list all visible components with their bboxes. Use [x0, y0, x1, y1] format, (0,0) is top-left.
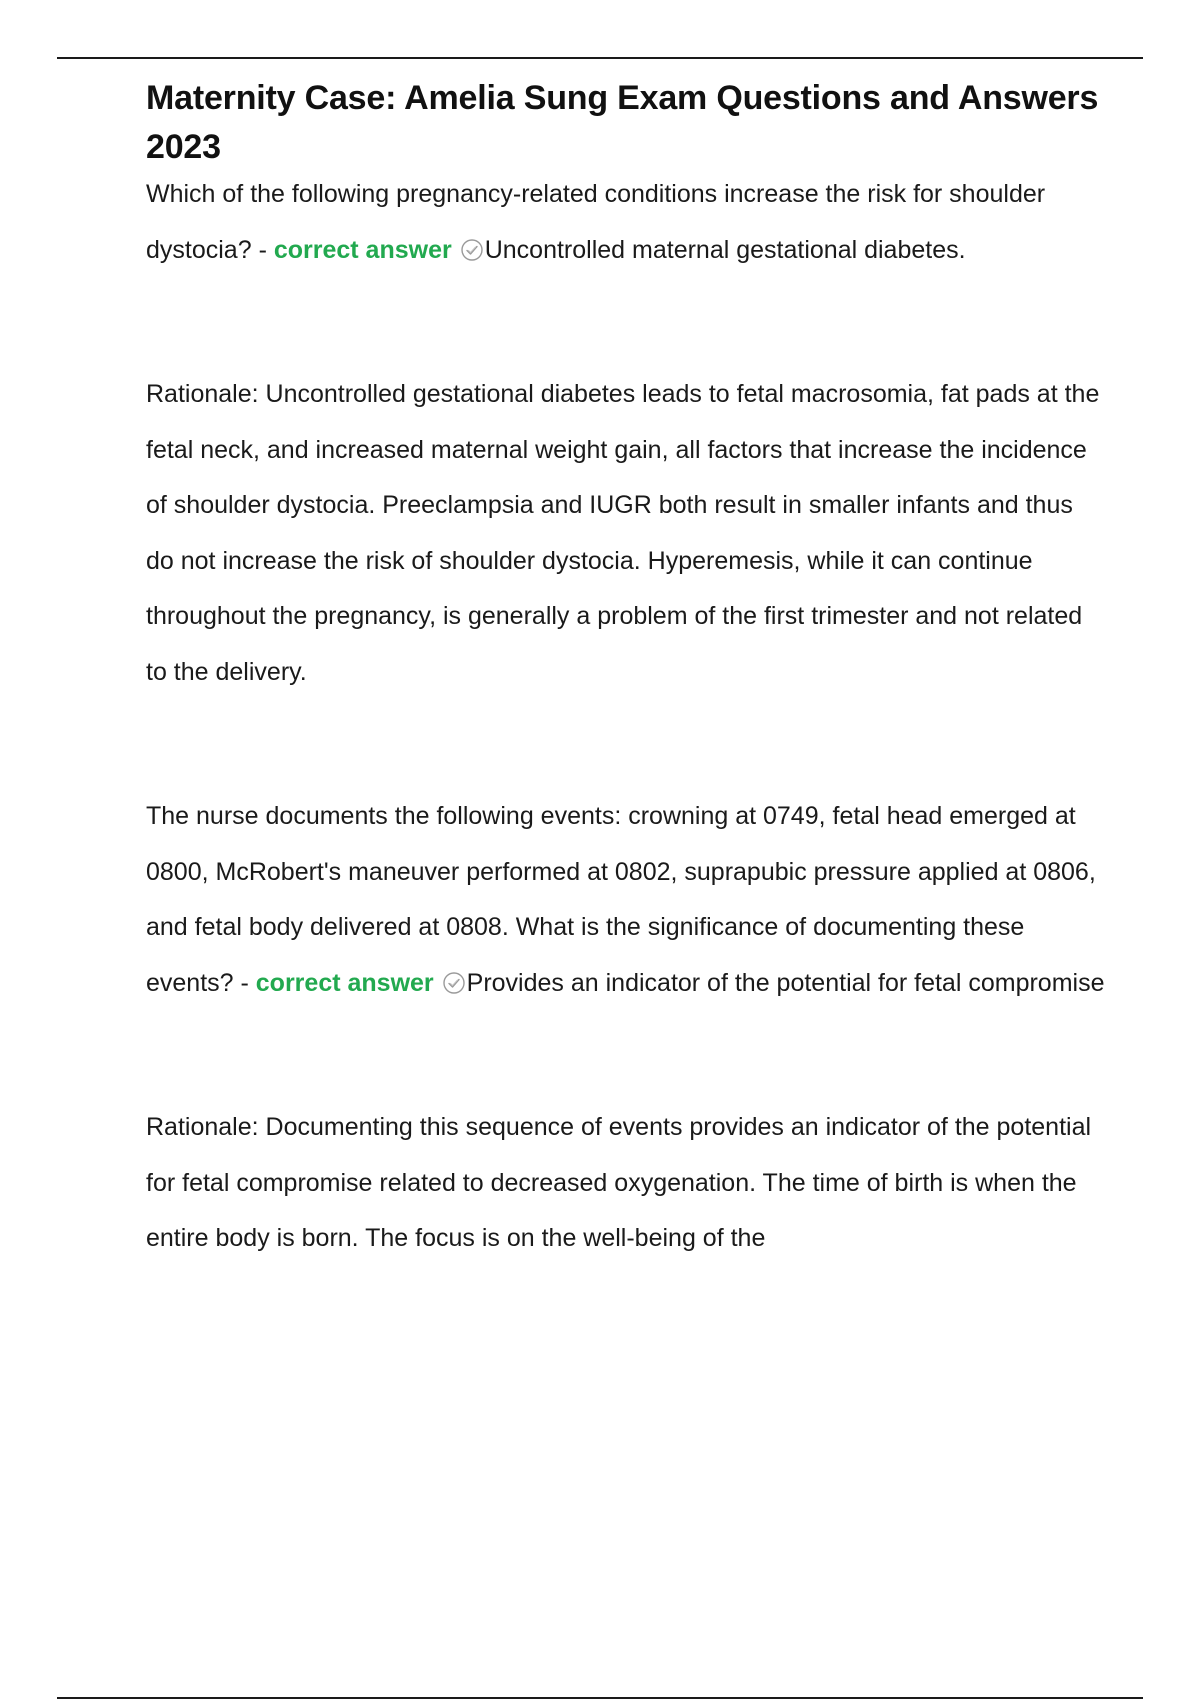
- document-title: Maternity Case: Amelia Sung Exam Questions and Answers 2023: [146, 79, 1099, 166]
- check-circle-icon: [460, 238, 484, 262]
- header-rule: [57, 57, 1143, 59]
- answer-separator: -: [251, 235, 274, 264]
- question-1: [146, 167, 1106, 278]
- footer-rule: [57, 1697, 1143, 1699]
- question-2-text: The nurse documents the following events: crowning at 0749, fetal head emerged at 0800, McRobert's maneuver performed at 0802, suprapubic pressure applied at 0806, and fetal body delivered at 0808. What is the significance of documenting these events?: [146, 802, 1096, 997]
- rationale-1: Rationale: Uncontrolled gestational diabetes leads to fetal macrosomia, fat pads at the fetal neck, and increased maternal weight gain, all factors that increase the incidence of shoulder dystocia. Preeclampsia and IUGR both result in smaller infants and thus do not increase the risk of shoulder dystocia. Hyperemesis, while it can continue throughout the pregnancy, is generally a problem of the first trimester and not related to the delivery.: [146, 380, 1100, 686]
- paragraph-spacer: [146, 700, 1106, 789]
- check-circle-icon: [442, 971, 466, 995]
- paragraph-spacer: [146, 278, 1106, 367]
- answer-1-text: Uncontrolled maternal gestational diabetes.: [484, 235, 966, 264]
- paragraph-spacer: [146, 1011, 1106, 1100]
- document-body: [146, 74, 1106, 1267]
- question-1-text: Which of the following pregnancy-related conditions increase the risk for shoulder dystocia?: [146, 180, 1046, 264]
- rationale-2: Rationale: Documenting this sequence of events provides an indicator of the potential for fetal compromise related to decreased oxygenation. The time of birth is when the entire body is born. The focus is on the well-being of the: [146, 1113, 1092, 1252]
- question-2: [146, 789, 1106, 1011]
- correct-answer-label: correct answer: [255, 968, 434, 997]
- answer-separator: -: [233, 968, 256, 997]
- answer-2-text: Provides an indicator of the potential for fetal compromise: [466, 968, 1105, 997]
- correct-answer-label: correct answer: [273, 235, 452, 264]
